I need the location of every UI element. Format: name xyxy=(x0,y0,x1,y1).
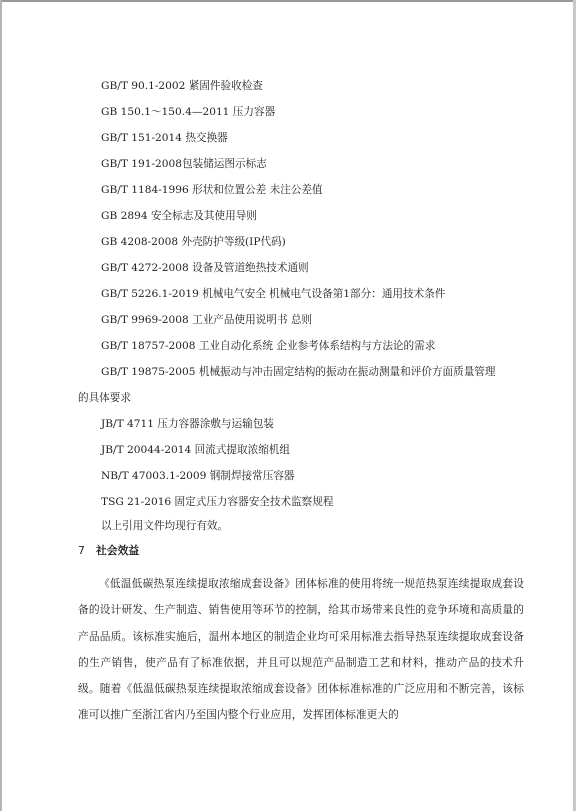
reference-item: GB/T 1184-1996 形状和位置公差 未注公差值 xyxy=(101,184,323,196)
reference-item: JB/T 4711 压力容器涂敷与运输包装 xyxy=(101,418,274,430)
section-heading xyxy=(78,543,139,558)
reference-item: GB/T 191-2008包装储运图示标志 xyxy=(101,158,267,170)
reference-note: 以上引用文件均现行有效。 xyxy=(101,520,229,532)
reference-item: GB/T 90.1-2002 紧固件验收检查 xyxy=(101,80,263,92)
reference-item-continuation: 的具体要求 xyxy=(78,392,131,404)
reference-item: GB/T 19875-2005 机械振动与冲击固定结构的振动在振动测量和评价方面质量管理 xyxy=(101,366,496,378)
reference-item: NB/T 47003.1-2009 钢制焊接常压容器 xyxy=(101,470,295,482)
section-paragraph: 《低温低碳热泵连续提取浓缩成套设备》团体标准的使用将统一规范热泵连续提取成套设备的设计研发、生产制造、销售使用等环节的控制，给其市场带来良性的竞争环境和高质量的产品品质。该标准实施后，温州本地区的制造企业均可采用标准去指导热泵连续提取成套设备的生产销售，使产品有了标准依据，并且可以规范产品制造工艺和材料，推动产品的技术升级。随着《低温低碳热泵连续提取浓缩成套设备》团体标准标准的广泛应用和不断完善，该标准可以推广至浙江省内乃至国内整个行业应用，发挥团体标准更大的 xyxy=(78,577,524,722)
reference-item: GB/T 4272-2008 设备及管道绝热技术通则 xyxy=(101,262,309,274)
reference-item: GB/T 5226.1-2019 机械电气安全 机械电气设备第1部分：通用技术条件 xyxy=(101,288,446,300)
section-title: 社会效益 xyxy=(96,544,140,557)
reference-item: GB/T 9969-2008 工业产品使用说明书 总则 xyxy=(101,314,313,326)
reference-item: GB/T 18757-2008 工业自动化系统 企业参考体系结构与方法论的需求 xyxy=(101,340,436,352)
reference-item: TSG 21-2016 固定式压力容器安全技术监察规程 xyxy=(101,496,334,508)
reference-item: GB/T 151-2014 热交换器 xyxy=(101,132,228,144)
reference-item: GB 2894 安全标志及其使用导则 xyxy=(101,210,257,222)
reference-item: GB 4208-2008 外壳防护等级(IP代码) xyxy=(101,236,286,248)
reference-item: JB/T 20044-2014 回流式提取浓缩机组 xyxy=(101,444,290,456)
section-number: 7 xyxy=(78,544,85,557)
reference-item: GB 150.1～150.4—2011 压力容器 xyxy=(101,106,276,118)
